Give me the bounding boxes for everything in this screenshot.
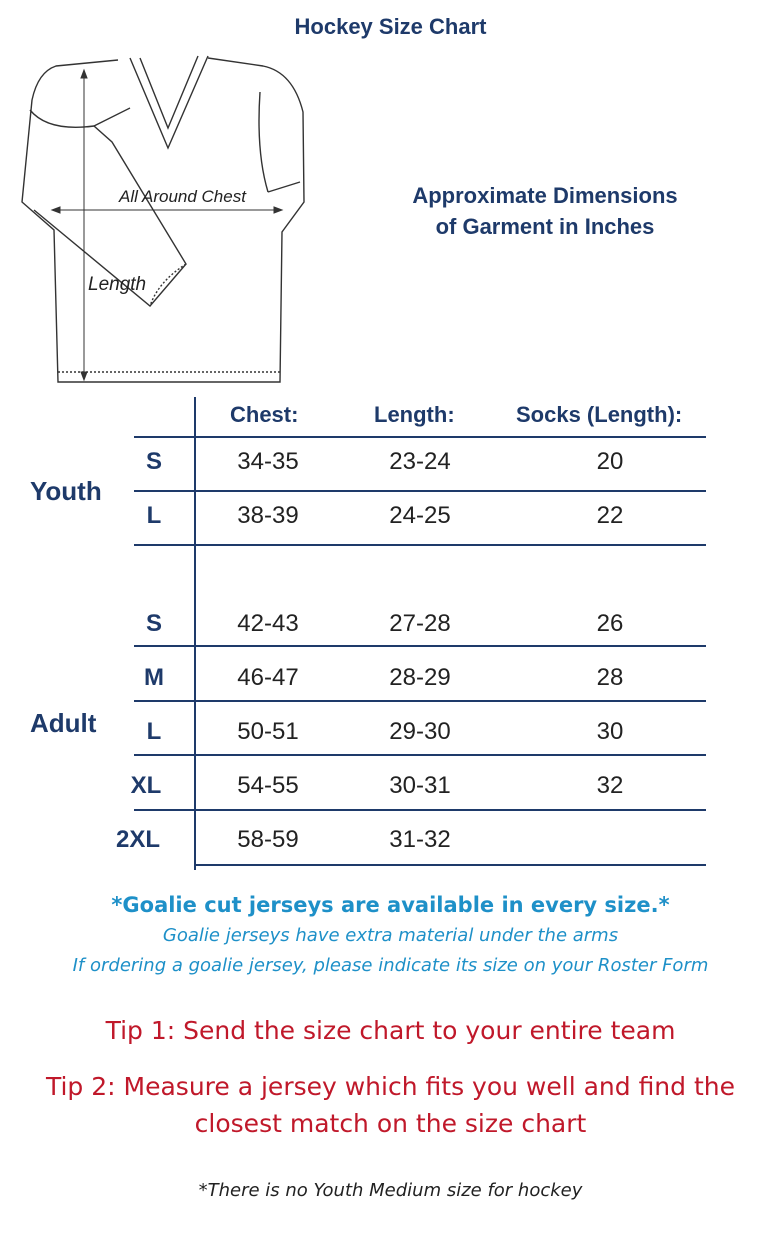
row-socks: 32 <box>596 772 624 799</box>
dimensions-note-line1: Approximate Dimensions <box>412 183 678 208</box>
table-divider <box>134 436 706 438</box>
row-chest: 42-43 <box>237 610 299 637</box>
row-size: 2XL <box>115 826 160 853</box>
table-divider-vertical <box>194 397 196 870</box>
row-chest: 54-55 <box>237 772 299 799</box>
goalie-instruction: If ordering a goalie jersey, please indicate its size on your Roster Form <box>72 955 709 976</box>
header-socks: Socks (Length): <box>516 402 683 427</box>
tip-1: Tip 1: Send the size chart to your entire team <box>105 1016 676 1045</box>
tip-2-line2: closest match on the size chart <box>194 1109 587 1138</box>
row-size: XL <box>130 772 162 799</box>
row-size: S <box>145 610 162 637</box>
row-length: 30-31 <box>389 772 451 799</box>
row-socks: 28 <box>596 664 624 691</box>
goalie-detail: Goalie jerseys have extra material under the arms <box>162 925 619 946</box>
row-size: L <box>146 718 162 745</box>
goalie-headline: *Goalie cut jerseys are available in every size.* <box>111 893 670 917</box>
row-chest: 46-47 <box>237 664 299 691</box>
footnote: *There is no Youth Medium size for hockey <box>198 1180 583 1201</box>
row-socks: 26 <box>596 610 624 637</box>
row-length: 24-25 <box>389 502 451 529</box>
chest-measure-label: All Around Chest <box>119 187 246 206</box>
row-socks: 22 <box>596 502 624 529</box>
jersey-diagram <box>18 52 338 390</box>
row-length: 28-29 <box>389 664 451 691</box>
table-divider <box>134 490 706 492</box>
row-chest: 50-51 <box>237 718 299 745</box>
page-title: Hockey Size Chart <box>294 14 487 39</box>
header-chest: Chest: <box>230 402 299 427</box>
row-chest: 38-39 <box>237 502 299 529</box>
header-length: Length: <box>374 402 455 427</box>
row-socks: 30 <box>596 718 624 745</box>
group-label-youth: Youth <box>30 476 102 506</box>
table-divider <box>134 700 706 702</box>
row-length: 29-30 <box>389 718 451 745</box>
length-measure-label: Length <box>88 274 147 295</box>
table-divider <box>134 754 706 756</box>
table-divider <box>134 809 706 811</box>
row-chest: 34-35 <box>237 448 299 475</box>
row-chest: 58-59 <box>237 826 299 853</box>
dimensions-note <box>380 180 710 242</box>
row-length: 31-32 <box>389 826 451 853</box>
size-table <box>0 392 781 872</box>
row-size: L <box>146 502 162 529</box>
row-socks: 20 <box>596 448 624 475</box>
group-label-adult: Adult <box>30 708 97 738</box>
row-length: 23-24 <box>389 448 451 475</box>
dimensions-note-line2: of Garment in Inches <box>435 214 655 239</box>
table-divider <box>134 645 706 647</box>
row-length: 27-28 <box>389 610 451 637</box>
tip-2-line1: Tip 2: Measure a jersey which fits you well and find the <box>45 1072 735 1101</box>
row-size: M <box>144 664 164 691</box>
row-size: S <box>145 448 162 475</box>
jersey-outline-icon <box>18 52 338 390</box>
table-divider <box>134 544 706 546</box>
tip-2 <box>0 1068 781 1142</box>
table-divider <box>194 864 706 866</box>
